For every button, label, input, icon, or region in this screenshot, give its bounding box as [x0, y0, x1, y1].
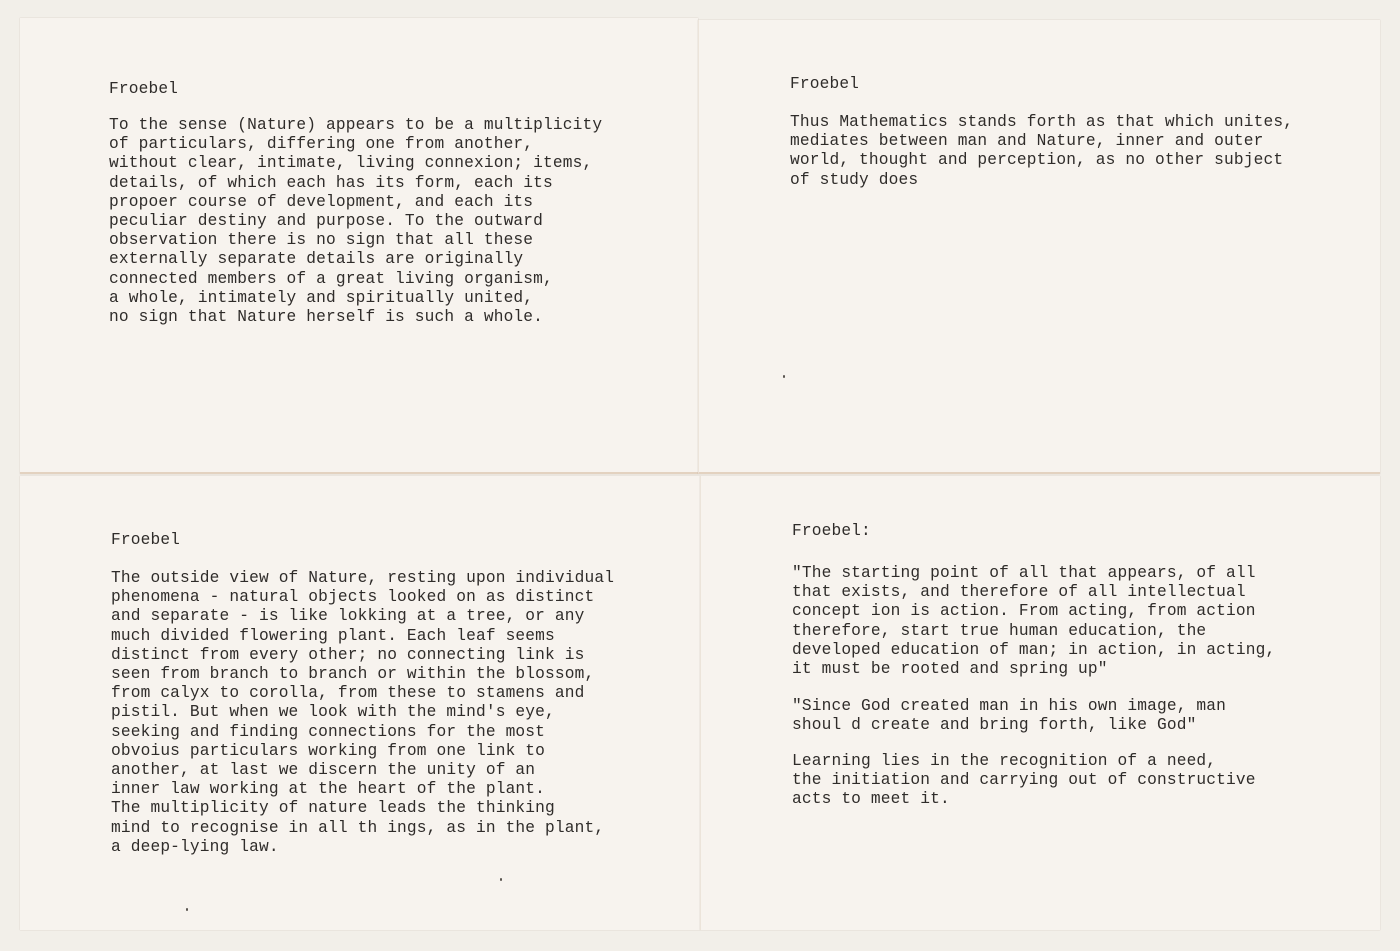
note-card-top-right — [698, 20, 1380, 474]
card-text: Thus Mathematics stands forth as that which unites, mediates between man and Nature, inner and outer world, thought and perception, as no other subject of study does — [790, 113, 1294, 189]
card-text: To the sense (Nature) appears to be a multiplicity of particulars, differing one from another, without clear, intimate, living connexion; items, details, of which each has its form, each its propoer course of development, and each its peculiar destiny and purpose. To the outward observation there is no sign that all these externally separate details are originally connected members of a great living organism, a whole, intimately and spiritually united, no sign that Nature herself is such a whole. — [109, 116, 603, 327]
card-text-quote-1: "The starting point of all that appears, of all that exists, and therefore of all intellectual concept ion is action. From acting, from action therefore, start true human education, the developed education of man; in action, in acting, it must be rooted and spring up" — [792, 564, 1276, 679]
ink-speck — [783, 375, 785, 378]
ink-speck — [186, 908, 188, 911]
card-heading: Froebel — [111, 531, 181, 549]
card-text-quote-2: "Since God created man in his own image, man shoul d create and bring forth, like God" — [792, 697, 1227, 735]
card-heading: Froebel — [109, 80, 179, 98]
card-text: The outside view of Nature, resting upon individual phenomena - natural objects looked on as distinct and separate - is like lokking at a tree, or any much divided flowering plant. Each leaf seems distinct from every other; no connecting link is seen from branch to branch or within the blossom, from calyx to corolla, from these to stamens and pistil. But when we look with the mind's eye, seeking and finding connections for the most obvoius particulars working from one link to another, at last we discern the unity of an inner law working at the heart of the plant. The multiplicity of nature leads the thinking mind to recognise in all th ings, as in the plant, a deep-lying law. — [111, 569, 615, 856]
note-card-bottom-left — [20, 476, 700, 930]
note-card-bottom-right — [700, 476, 1380, 930]
card-heading: Froebel: — [792, 522, 871, 540]
ink-speck — [500, 878, 502, 881]
note-card-top-left — [20, 18, 698, 474]
card-heading: Froebel — [790, 75, 860, 93]
card-text-learning: Learning lies in the recognition of a need, the initiation and carrying out of constructive acts to meet it. — [792, 752, 1256, 809]
